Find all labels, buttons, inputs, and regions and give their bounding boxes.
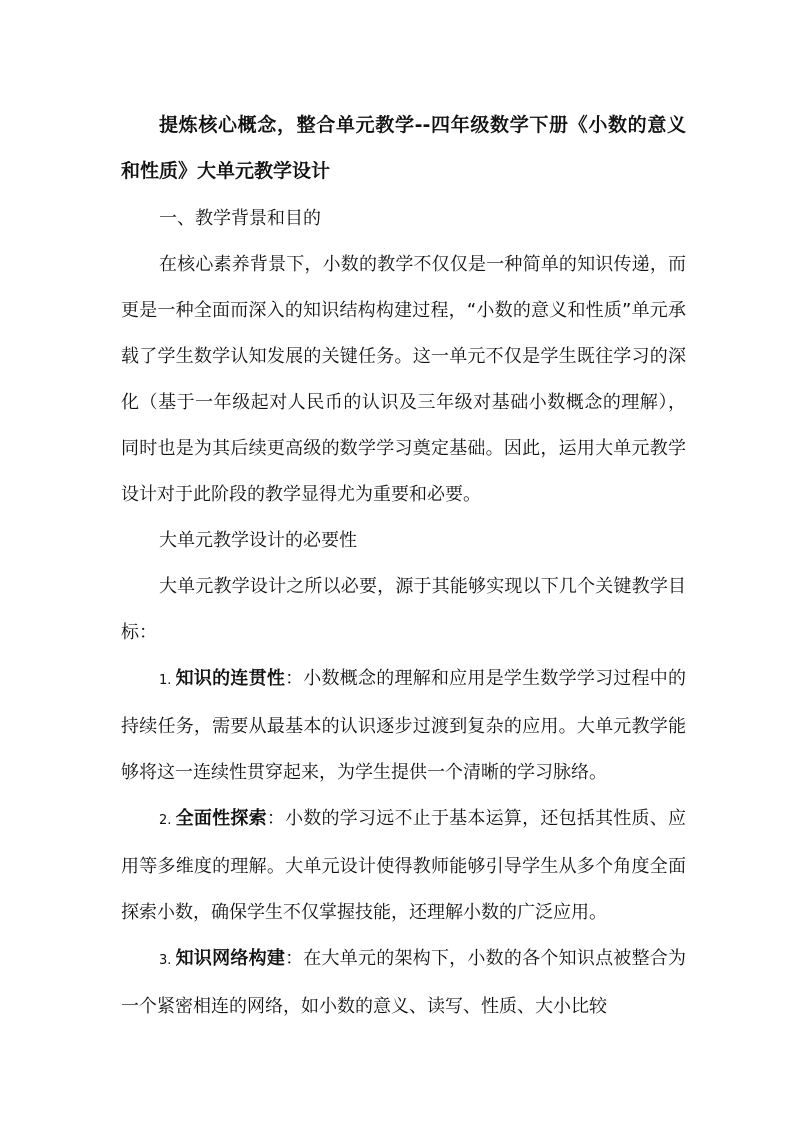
list-item-text: ：在大单元的架构下，小数的各个知识点被整合为一个紧密相连的网络，如小数的意义、读写、性质、大小比较 <box>121 948 687 1017</box>
list-item-number: 2. <box>159 813 172 828</box>
list-item-term: 全面性探索 <box>175 808 267 829</box>
section-heading: 一、教学背景和目的 <box>159 208 321 229</box>
list-item-text: ：小数概念的理解和应用是学生数学学习过程中的持续任务，需要从最基本的认识逐步过渡到复杂的应用。大单元教学能够将这一连续性贯穿起来，为学生提供一个清晰的学习脉络。 <box>121 668 687 783</box>
list-item-number: 1. <box>159 673 172 688</box>
subheading-necessity: 大单元教学设计的必要性 <box>159 530 357 551</box>
list-item <box>121 796 686 936</box>
list-item <box>121 656 686 796</box>
list-item-term: 知识网络构建 <box>175 948 286 969</box>
list-item-term: 知识的连贯性 <box>175 668 286 689</box>
list-item <box>121 936 686 1030</box>
list-item-number: 3. <box>159 953 172 968</box>
list-item-text: ：小数的学习远不止于基本运算，还包括其性质、应用等多维度的理解。大单元设计使得教师能够引导学生从多个角度全面探索小数，确保学生不仅掌握技能，还理解小数的广泛应用。 <box>121 808 687 923</box>
document-body <box>121 102 686 1030</box>
paragraph-background: 在核心素养背景下，小数的教学不仅仅是一种简单的知识传递，而更是一种全面而深入的知识结构构建过程，“小数的意义和性质”单元承载了学生数学认知发展的关键任务。这一单元不仅是学生既往学习的深化（基于一年级起对人民币的认识及三年级对基础小数概念的理解），同时也是为其后续更高级的数学学习奠定基础。因此，运用大单元教学设计对于此阶段的教学显得尤为重要和必要。 <box>121 254 686 505</box>
paragraph-goals-intro: 大单元教学设计之所以必要，源于其能够实现以下几个关键教学目标： <box>121 576 686 643</box>
document-title: 提炼核心概念，整合单元教学--四年级数学下册《小数的意义和性质》大单元教学设计 <box>121 114 686 182</box>
